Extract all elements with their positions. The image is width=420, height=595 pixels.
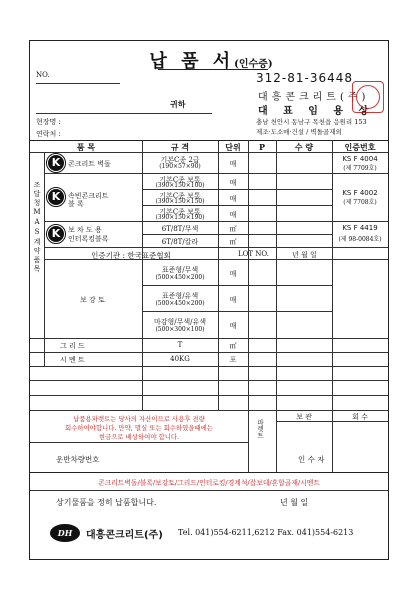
ks-mark-icon: K [48, 155, 64, 171]
item-name: 보 차 도 용 [68, 226, 102, 234]
return-label: 회 수 [352, 413, 368, 421]
spec-line2: (500×450×200) [155, 274, 205, 281]
title-underline [158, 69, 268, 70]
row-line-10 [30, 338, 388, 339]
spec-line1: 표준형/무색 [161, 266, 199, 274]
row-line-14 [30, 395, 388, 396]
notice-line-1: 납품용파렛트는 당사의 자산이므로 사용후 전량 [73, 415, 205, 423]
header-spec: 규 격 [170, 142, 190, 152]
closing-statement: 상기물품을 정히 납품합니다. [56, 498, 157, 507]
company-logo: DH [50, 524, 80, 542]
cert-number: KS F 4419 [342, 224, 378, 232]
unit-cell: 매 [229, 211, 237, 219]
unit-cell: ㎡ [229, 238, 237, 246]
spec-line1: 6T/8T/무색 [161, 225, 199, 233]
company-seal [352, 81, 384, 113]
spec-line1: 기본C종 보통 [159, 176, 201, 184]
business-type: 제조·도소매·건설 / 벽돌골재외 [256, 128, 342, 136]
unit-cell: 매 [229, 179, 237, 187]
title-main: 납 품 서 [149, 51, 235, 72]
row-line-16 [30, 442, 248, 443]
spec-line1: 표준형/유색 [161, 292, 199, 300]
company-name: 대흥콘크리트(주) [258, 92, 370, 103]
notice-line-3: 현금으로 배상하여야 합니다. [98, 433, 180, 441]
spec-line2: (390×150×190) [155, 214, 205, 221]
footer-company: 대흥콘크리트(주) [86, 530, 163, 541]
no-underline [36, 83, 120, 84]
spec-line2: (390×150×150) [155, 198, 205, 205]
item-name-2: 인터록킹블록 [68, 235, 109, 243]
unit-cell: 매 [229, 160, 237, 168]
registration-number: 312-81-36448 [256, 71, 354, 85]
curb-label: 보 강 토 [80, 296, 105, 304]
receiver-label: 인 수 자 [298, 455, 325, 464]
cement-unit: 포 [229, 356, 237, 364]
row-line-17 [30, 472, 388, 473]
col-p [248, 140, 249, 410]
row-line-6 [44, 247, 388, 248]
table-top [30, 140, 388, 141]
company-address: 충남 천안시 동남구 목천읍 응원리 153 [256, 118, 367, 126]
keep-label: 보 관 [296, 413, 312, 421]
ceo-line: 대 표 임 용 상 [258, 106, 375, 117]
row-line-15 [30, 410, 388, 411]
col-cert [332, 140, 333, 410]
site-label: 현장명 : [36, 118, 61, 126]
row-line-2 [142, 189, 332, 190]
notice-line-2: 회수하여야합니다. 만약, 멸실 또는 회수하였을때에는 [64, 424, 213, 432]
grid-spec: T [177, 341, 183, 349]
spec-line2: (190×57×90) [159, 163, 201, 170]
row-line-13 [30, 380, 388, 381]
lot-number-label: LOT NO. [238, 250, 269, 258]
recipient-suffix: 귀하 [170, 99, 186, 109]
item-name-2: 블 록 [68, 200, 84, 208]
pallet-notice [32, 415, 246, 442]
header-unit: 단위 [225, 142, 241, 152]
spec-line1: 마감형/무색/유색 [153, 318, 207, 326]
cert-number: KS F 4002 [342, 189, 378, 197]
row-line-3 [142, 205, 332, 206]
row-line-1 [44, 173, 388, 174]
unit-cell: 매 [229, 296, 237, 304]
grid-unit: ㎡ [229, 342, 237, 350]
col-pallet [248, 410, 249, 472]
item-name: 속빈콘크리트 [68, 192, 109, 200]
spec-line2: (500×300×100) [155, 326, 205, 333]
cert-org: 인증기관 : 한국표준협회 [91, 251, 171, 260]
spec-line1: 기본C종 보통 [159, 192, 201, 200]
delivery-slip [29, 40, 389, 560]
col-qty [276, 140, 277, 410]
product-list: 콘크리트벽돌/블록/보강토/그리드/인터로킹/경계석/잡보데/혼합골재/시멘트 [98, 479, 320, 487]
mas-side-label: 조달청MAS계약품목 [33, 181, 41, 274]
pallet-label: 파렛트 [256, 419, 264, 439]
cert-number: KS F 4004 [342, 155, 378, 163]
contact-label: 연락처 : [36, 130, 61, 138]
grid-label: 그 리 드 [60, 342, 85, 350]
item-name: 콘크리트 벽돌 [68, 160, 111, 168]
row-line-5 [142, 234, 332, 235]
ks-mark-icon: K [48, 189, 64, 205]
footer-contact: Tel. 041)554-6211,6212 Fax. 041)554-6213 [178, 528, 354, 537]
cert-sub: (제 98-0084호) [338, 236, 382, 243]
unit-cell: 매 [229, 270, 237, 278]
unit-cell: 매 [229, 322, 237, 330]
unit-cell: ㎡ [229, 225, 237, 233]
closing-date: 년 월 일 [280, 498, 309, 507]
cement-spec: 40KG [170, 355, 190, 363]
vehicle-label: 운반차량번호 [56, 455, 100, 464]
row-line-11 [30, 352, 388, 353]
spec-line1: 6T/8T/칼라 [161, 238, 199, 246]
unit-cell: 매 [229, 195, 237, 203]
title-sub: (인수증) [234, 59, 273, 70]
row-line-12 [30, 366, 388, 367]
spec-line2: (390×150×100) [155, 182, 205, 189]
spec-line1: 기본C종 2급 [160, 156, 200, 164]
header-cert: 인증번호 [344, 142, 376, 152]
row-line-8 [142, 285, 332, 286]
row-line-18 [30, 490, 388, 491]
cert-sub: (제 7709호) [343, 165, 377, 172]
spec-line2: (500×450×200) [155, 300, 205, 307]
row-line-4 [44, 221, 388, 222]
spec-line1: 기본C종 보통 [159, 208, 201, 216]
row-line-9 [142, 311, 332, 312]
no-label: NO. [36, 71, 50, 79]
header-qty: 수 량 [294, 142, 314, 152]
ks-mark-icon: K [48, 226, 64, 242]
recipient-underline [36, 113, 212, 114]
cement-label: 시 멘 트 [60, 356, 85, 364]
lot-date-labels: 년 월 일 [292, 251, 317, 259]
cert-sub: (제 7708호) [343, 199, 377, 206]
header-p: P [258, 142, 265, 152]
header-item: 품 목 [76, 142, 96, 152]
